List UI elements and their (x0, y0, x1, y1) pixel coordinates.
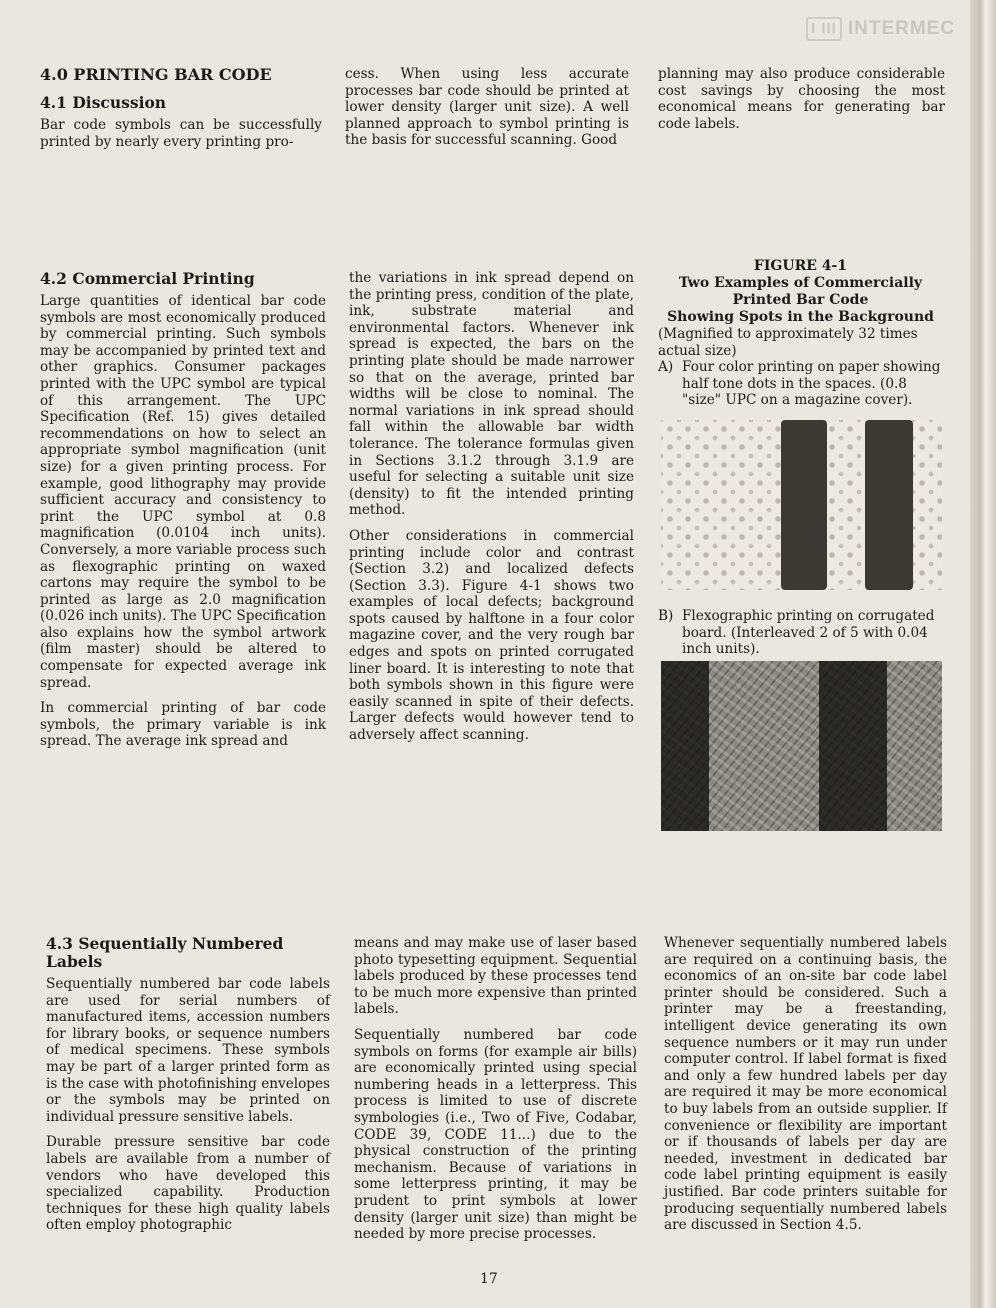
photo-flexographic-bar-code (661, 661, 942, 831)
section-4-1-heading: 4.1 Discussion (40, 93, 167, 112)
section-4-3-heading: 4.3 Sequentially Numbered Labels (46, 934, 284, 971)
figure-title-line-1: Two Examples of Commercially (678, 275, 923, 291)
intermec-logo (806, 16, 955, 42)
section-4-1-col3 (658, 66, 945, 141)
section-4-3-col2 (354, 935, 637, 1252)
section-4-2-text-4: Other considerations in commercial printing include color and contrast (Section 3.2) and localized defects (Section 3.3). Figure 4-1 shows two examples of local defects; background spots caused by halftone in a four color magazine cover, and the very rough bar edges and spots on printed corrugated liner board. It is interesting to note that both symbols shown in this figure were easily scanned in spite of their defects. Larger defects would however tend to adversely affect scanning. (349, 527, 634, 744)
figure-label: FIGURE 4-1 (753, 258, 848, 274)
section-4-2-col1 (40, 270, 326, 759)
section-4-2-text-2: In commercial printing of bar code symbols, the primary variable is ink spread. The average ink spread and (40, 700, 326, 750)
figure-item-a-text: Four color printing on paper showing half tone dots in the spaces. (0.8 "size" UPC on a magazine cover). (682, 359, 941, 409)
section-4-3-text-4: Sequentially numbered bar code symbols on forms (for example air bills) are economically printed using special numbering heads in a letterpress. This process is limited to use of discrete symbologies (i.e., Two of Five, Codabar, CODE 39, CODE 11...) due to the physical construction of the printing mechanism. Because of variations in some letterpress printing, it may be prudent to print symbols at lower density (larger unit size) than might be needed by more precise processes. (354, 1026, 637, 1243)
figure-4-1-caption (658, 258, 943, 409)
figure-title-line-3: Showing Spots in the Background (667, 309, 934, 325)
section-4-3-text-2: Durable pressure sensitive bar code labels are available from a number of vendors who have developed this specialized capability. Production techniques for these high quality labels often employ photographic (46, 1134, 330, 1234)
figure-item-b (658, 608, 943, 658)
photo-a-bar (865, 420, 913, 590)
figure-item-a (658, 359, 943, 409)
figure-item-b-text: Flexographic printing on corrugated board. (Interleaved 2 of 5 with 0.04 inch units). (682, 608, 935, 658)
figure-item-b-label: B) (658, 608, 674, 624)
section-4-1-text-3: planning may also produce considerable cost savings by choosing the most economical means for generating bar code labels. (658, 66, 945, 132)
page-number: 17 (480, 1271, 498, 1287)
section-4-2-text-1: Large quantities of identical bar code symbols are most economically produced by commercial printing. Such symbols may be accompanied by printed text and other graphics. Consumer packages printed with the UPC symbol are typical of this arrangement. The UPC Specification (Ref. 15) gives detailed recommendations on how to select an appropriate symbol magnification (unit size) for a given printing process. For example, good lithography may provide sufficient accuracy and consistency to print the UPC symbol at 0.8 magnification (0.0104 inch units). Conversely, a more variable process such as flexographic printing on waxed cartons may require the symbol to be printed as large as 2.0 magnification (0.026 inch units). The UPC Specification also explains how the symbol artwork (film master) should be altered to compensate for expected average ink spread. (40, 293, 326, 691)
logo-mark: I III (806, 17, 842, 41)
section-4-3-col1 (46, 935, 330, 1243)
page-edge (970, 0, 996, 1308)
section-4-3-text-1: Sequentially numbered bar code labels are used for serial numbers of manufactured items, accession numbers for library books, or sequence numbers of medical specimens. These symbols may be part of a larger printed form as is the case with photofinishing envelopes or the symbols may be printed on individual pressure sensitive labels. (46, 976, 330, 1125)
logo-text: INTERMEC (847, 18, 956, 39)
section-4-2-text-3: the variations in ink spread depend on the printing press, condition of the plate, ink, substrate material and environmental factors. Whenever ink spread is expected, the bars on the printing plate should be made narrower so that on the average, printed bar widths will be close to nominal. The normal variations in ink spread should fall within the allowable bar width tolerance. The tolerance formulas given in Sections 3.1.2 through 3.1.9 are useful for selecting a suitable unit size (density) to fit the intended printing method. (349, 270, 634, 519)
section-4-0-heading: 4.0 PRINTING BAR CODE (40, 65, 272, 84)
photo-halftone-bar-code (661, 420, 942, 590)
section-4-1-text-2: cess. When using less accurate processes bar code should be printed at lower density (larger unit size). A well planned approach to symbol printing is the basis for successful scanning. Good (345, 66, 629, 149)
section-4-0-col1 (40, 66, 322, 159)
photo-b-bar (661, 661, 709, 831)
figure-magnification: (Magnified to approximately 32 times actual size) (658, 326, 918, 359)
figure-item-a-label: A) (658, 359, 674, 376)
section-4-1-text-1: Bar code symbols can be successfully printed by nearly every printing pro- (40, 117, 322, 150)
section-4-3-text-5: Whenever sequentially numbered labels are required on a continuing basis, the economics of an on-site bar code label printer should be considered. Such a printer may be a freestanding, intelligent device generating its own sequence numbers or it may run under computer control. If label format is fixed and only a few hundred labels per day are required it may be more economical to buy labels from an outside supplier. If convenience or flexibility are important or if thousands of labels per day are needed, investment in dedicated bar code label printing equipment is easily justified. Bar code printers suitable for producing sequentially numbered labels are discussed in Section 4.5. (664, 935, 947, 1234)
figure-title-line-2: Printed Bar Code (732, 292, 869, 308)
section-4-1-col2 (345, 66, 629, 158)
section-4-3-text-3: means and may make use of laser based photo typesetting equipment. Sequential labels produced by these processes tend to be much more expensive than printed labels. (354, 935, 637, 1018)
photo-a-bar (781, 420, 827, 590)
section-4-3-col3 (664, 935, 947, 1243)
photo-b-bar (819, 661, 887, 831)
section-4-2-col2 (349, 270, 634, 753)
section-4-2-heading: 4.2 Commercial Printing (40, 269, 255, 288)
